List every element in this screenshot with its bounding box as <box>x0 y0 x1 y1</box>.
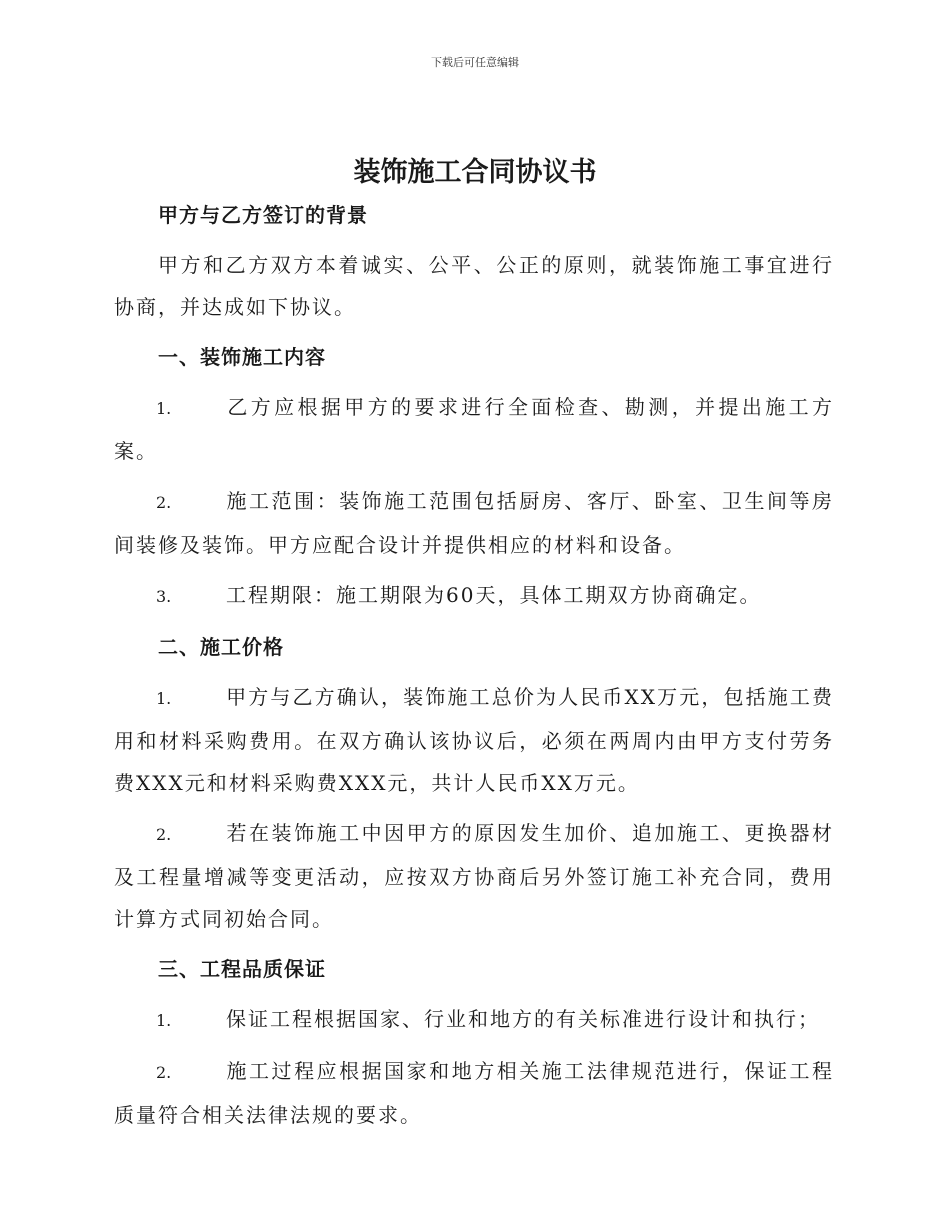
list-item <box>114 812 834 940</box>
item-text: 保证工程根据国家、行业和地方的有关标准进行设计和执行； <box>226 1007 820 1031</box>
item-text: 乙方应根据甲方的要求进行全面检查、勘测，并提出施工方案。 <box>114 395 834 463</box>
document-title: 装饰施工合同协议书 <box>353 157 597 188</box>
background-heading: 甲方与乙方签订的背景 <box>158 203 368 227</box>
background-paragraph: 甲方和乙方双方本着诚实、公平、公正的原则，就装饰施工事宜进行协商，并达成如下协议。 <box>114 253 834 319</box>
item-text: 施工范围：装饰施工范围包括厨房、客厅、卧室、卫生间等房间装修及装饰。甲方应配合设计并提供相应的材料和设备。 <box>114 489 834 557</box>
item-text: 工程期限：施工期限为60天，具体工期双方协商确定。 <box>226 583 762 607</box>
item-number: 1. <box>156 1011 172 1030</box>
list-item <box>114 998 834 1042</box>
list-item <box>114 480 834 566</box>
header-note: 下载后可任意编辑 <box>431 56 519 69</box>
section-heading: 二、施工价格 <box>158 635 284 659</box>
item-number: 3. <box>156 587 172 606</box>
document-body <box>114 194 834 1144</box>
item-text: 若在装饰施工中因甲方的原因发生加价、追加施工、更换器材及工程量增减等变更活动，应按双方协商后另外签订施工补充合同，费用计算方式同初始合同。 <box>114 821 834 931</box>
item-number: 2. <box>156 1063 172 1082</box>
item-number: 1. <box>156 399 172 418</box>
list-item <box>114 574 834 618</box>
item-number: 1. <box>156 689 172 708</box>
section-heading: 三、工程品质保证 <box>158 957 326 981</box>
item-text: 施工过程应根据国家和地方相关施工法律规范进行，保证工程质量符合相关法律法规的要求。 <box>114 1059 834 1127</box>
section-heading: 一、装饰施工内容 <box>158 345 326 369</box>
list-item <box>114 386 834 472</box>
item-number: 2. <box>156 825 172 844</box>
list-item <box>114 676 834 804</box>
list-item <box>114 1050 834 1136</box>
item-text: 甲方与乙方确认，装饰施工总价为人民币XX万元，包括施工费用和材料采购费用。在双方确认该协议后，必须在两周内由甲方支付劳务费XXX元和材料采购费XXX元，共计人民币XX万元。 <box>114 685 834 795</box>
item-number: 2. <box>156 493 172 512</box>
